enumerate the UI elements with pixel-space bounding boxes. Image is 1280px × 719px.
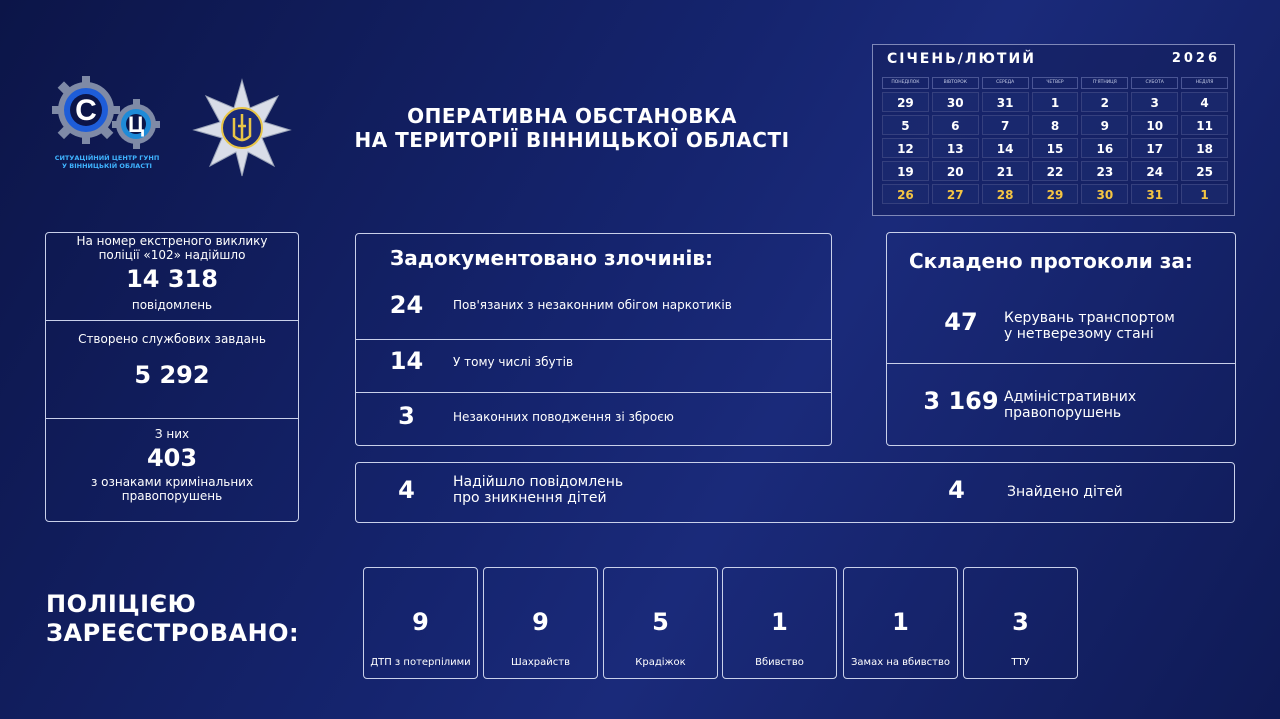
page-title	[352, 104, 792, 152]
protocol-row-label	[1004, 389, 1136, 421]
tasks-section	[46, 332, 298, 390]
protocol-row-label-line2: у нетверезому стані	[1004, 326, 1154, 342]
calendar-month: СІЧЕНЬ/ЛЮТИЙ	[887, 51, 1036, 67]
calendar-day: 13	[932, 138, 979, 158]
crime-row-value: 24	[389, 291, 424, 319]
calendar-weekday: П'ЯТНИЦЯ	[1081, 77, 1128, 89]
calendar-day: 23	[1081, 161, 1128, 181]
tile-label: Вбивство	[755, 657, 804, 668]
tile-value: 9	[412, 608, 429, 636]
calendar-day: 18	[1181, 138, 1228, 158]
calendar-day: 27	[932, 184, 979, 204]
missing-children-value: 4	[398, 476, 415, 504]
protocol-row-label-line1: Керувань транспортом	[1004, 310, 1175, 326]
calls-unit: повідомлень	[131, 298, 213, 312]
divider	[356, 339, 831, 340]
calendar-day: 12	[882, 138, 929, 158]
found-children-label: Знайдено дітей	[1007, 484, 1123, 500]
crime-row-label: Незаконних поводження зі зброєю	[453, 410, 674, 424]
missing-children-label	[453, 474, 623, 506]
protocols-title: Складено протоколи за:	[909, 249, 1193, 273]
police-star-icon	[192, 78, 292, 178]
divider	[46, 320, 298, 321]
crimes-title: Задокументовано злочинів:	[390, 246, 714, 270]
calendar-day: 29	[1032, 184, 1079, 204]
registered-tile	[483, 567, 598, 679]
title-line2: НА ТЕРИТОРІЇ ВІННИЦЬКОЇ ОБЛАСТІ	[354, 128, 790, 152]
tile-value: 1	[892, 608, 909, 636]
children-panel	[355, 462, 1235, 523]
calendar-day: 24	[1131, 161, 1178, 181]
registered-title	[46, 590, 299, 648]
police-star-logo	[192, 78, 292, 178]
calendar-day: 26	[882, 184, 929, 204]
calendar-day: 19	[882, 161, 929, 181]
calendar	[872, 44, 1235, 216]
calendar-day: 22	[1032, 161, 1079, 181]
tile-value: 5	[652, 608, 669, 636]
of-them-unit-line2: правопорушень	[121, 489, 223, 503]
registered-tile	[963, 567, 1078, 679]
registered-title-line2: ЗАРЕЄСТРОВАНО:	[46, 619, 300, 647]
logo-caption	[48, 154, 166, 170]
calls-summary-panel	[45, 232, 299, 522]
tile-label: Крадіжок	[635, 657, 686, 668]
calendar-weekday: ЧЕТВЕР	[1032, 77, 1079, 89]
missing-children-label-line1: Надійшло повідомлень	[453, 474, 624, 490]
calendar-weekday: СУБОТА	[1131, 77, 1178, 89]
calendar-day: 9	[1081, 115, 1128, 135]
registered-title-line1: ПОЛІЦІЄЮ	[46, 590, 197, 618]
calendar-day: 3	[1131, 92, 1178, 112]
calendar-day: 11	[1181, 115, 1228, 135]
calendar-day: 4	[1181, 92, 1228, 112]
registered-tile	[722, 567, 837, 679]
logo-letter-c: Ц	[127, 112, 145, 137]
logo-caption-line1: СИТУАЦІЙНИЙ ЦЕНТР ГУНП	[54, 154, 160, 162]
calls-label-line1: На номер екстреного виклику	[76, 234, 268, 248]
calendar-day: 30	[1081, 184, 1128, 204]
of-them-section	[46, 427, 298, 503]
crime-row-label: Пов'язаних з незаконним обігом наркотиків	[453, 298, 732, 312]
calendar-day: 1	[1181, 184, 1228, 204]
of-them-label: З них	[154, 427, 190, 441]
registered-tile	[603, 567, 718, 679]
tile-value: 1	[771, 608, 788, 636]
calendar-day: 1	[1032, 92, 1079, 112]
calendar-day: 10	[1131, 115, 1178, 135]
calendar-year: 2026	[1171, 51, 1220, 66]
calls-section	[46, 234, 298, 312]
calendar-day: 7	[982, 115, 1029, 135]
calendar-weekday: ВІВТОРОК	[932, 77, 979, 89]
missing-children-label-line2: про зникнення дітей	[453, 490, 607, 506]
calendar-day: 5	[882, 115, 929, 135]
calendar-day: 29	[882, 92, 929, 112]
protocol-row-label-line2: правопорушень	[1004, 405, 1122, 421]
tile-label: ДТП з потерпілими	[370, 657, 471, 668]
of-them-unit-line1: з ознаками кримінальних	[90, 475, 254, 489]
tile-label: ТТУ	[1011, 657, 1030, 668]
calendar-day: 6	[932, 115, 979, 135]
calendar-grid	[882, 77, 1228, 204]
calendar-day: 25	[1181, 161, 1228, 181]
logo-letter-s: С	[75, 94, 97, 127]
calendar-day: 2	[1081, 92, 1128, 112]
divider	[356, 392, 831, 393]
divider	[887, 363, 1235, 364]
calendar-day: 30	[932, 92, 979, 112]
crime-row-label: У тому числі збутів	[453, 355, 574, 369]
registered-tile	[363, 567, 478, 679]
calendar-weekday: СЕРЕДА	[982, 77, 1029, 89]
tile-value: 9	[532, 608, 549, 636]
calendar-day: 28	[982, 184, 1029, 204]
calendar-day: 31	[982, 92, 1029, 112]
tile-value: 3	[1012, 608, 1029, 636]
protocol-row-label	[1004, 310, 1175, 342]
tasks-value: 5 292	[134, 361, 210, 389]
calls-value: 14 318	[126, 265, 218, 293]
calendar-day: 31	[1131, 184, 1178, 204]
logo-caption-line2: У ВІННИЦЬКІЙ ОБЛАСТІ	[62, 162, 152, 170]
protocols-panel	[886, 232, 1236, 446]
calendar-day: 15	[1032, 138, 1079, 158]
protocol-row-value: 47	[944, 308, 978, 336]
calendar-weekday: ПОНЕДІЛОК	[882, 77, 929, 89]
calendar-day: 8	[1032, 115, 1079, 135]
calendar-weekday: НЕДІЛЯ	[1181, 77, 1228, 89]
calendar-day: 20	[932, 161, 979, 181]
protocol-row-label-line1: Адміністративних	[1004, 389, 1137, 405]
title-line1: ОПЕРАТИВНА ОБСТАНОВКА	[407, 104, 737, 128]
protocol-row-value: 3 169	[923, 387, 999, 415]
registered-tile	[843, 567, 958, 679]
of-them-value: 403	[146, 444, 198, 472]
crime-row-value: 14	[389, 347, 424, 375]
calendar-day: 21	[982, 161, 1029, 181]
tasks-label: Створено службових завдань	[78, 332, 266, 346]
tile-label: Шахрайств	[511, 657, 570, 668]
calls-label-line2: поліції «102» надійшло	[98, 248, 246, 262]
crime-row-value: 3	[398, 402, 415, 430]
crimes-panel	[355, 233, 832, 446]
calendar-day: 16	[1081, 138, 1128, 158]
calendar-day: 14	[982, 138, 1029, 158]
divider	[46, 418, 298, 419]
found-children-value: 4	[948, 476, 965, 504]
gear-logo-icon	[48, 74, 166, 154]
calendar-day: 17	[1131, 138, 1178, 158]
tile-label: Замах на вбивство	[851, 657, 950, 668]
